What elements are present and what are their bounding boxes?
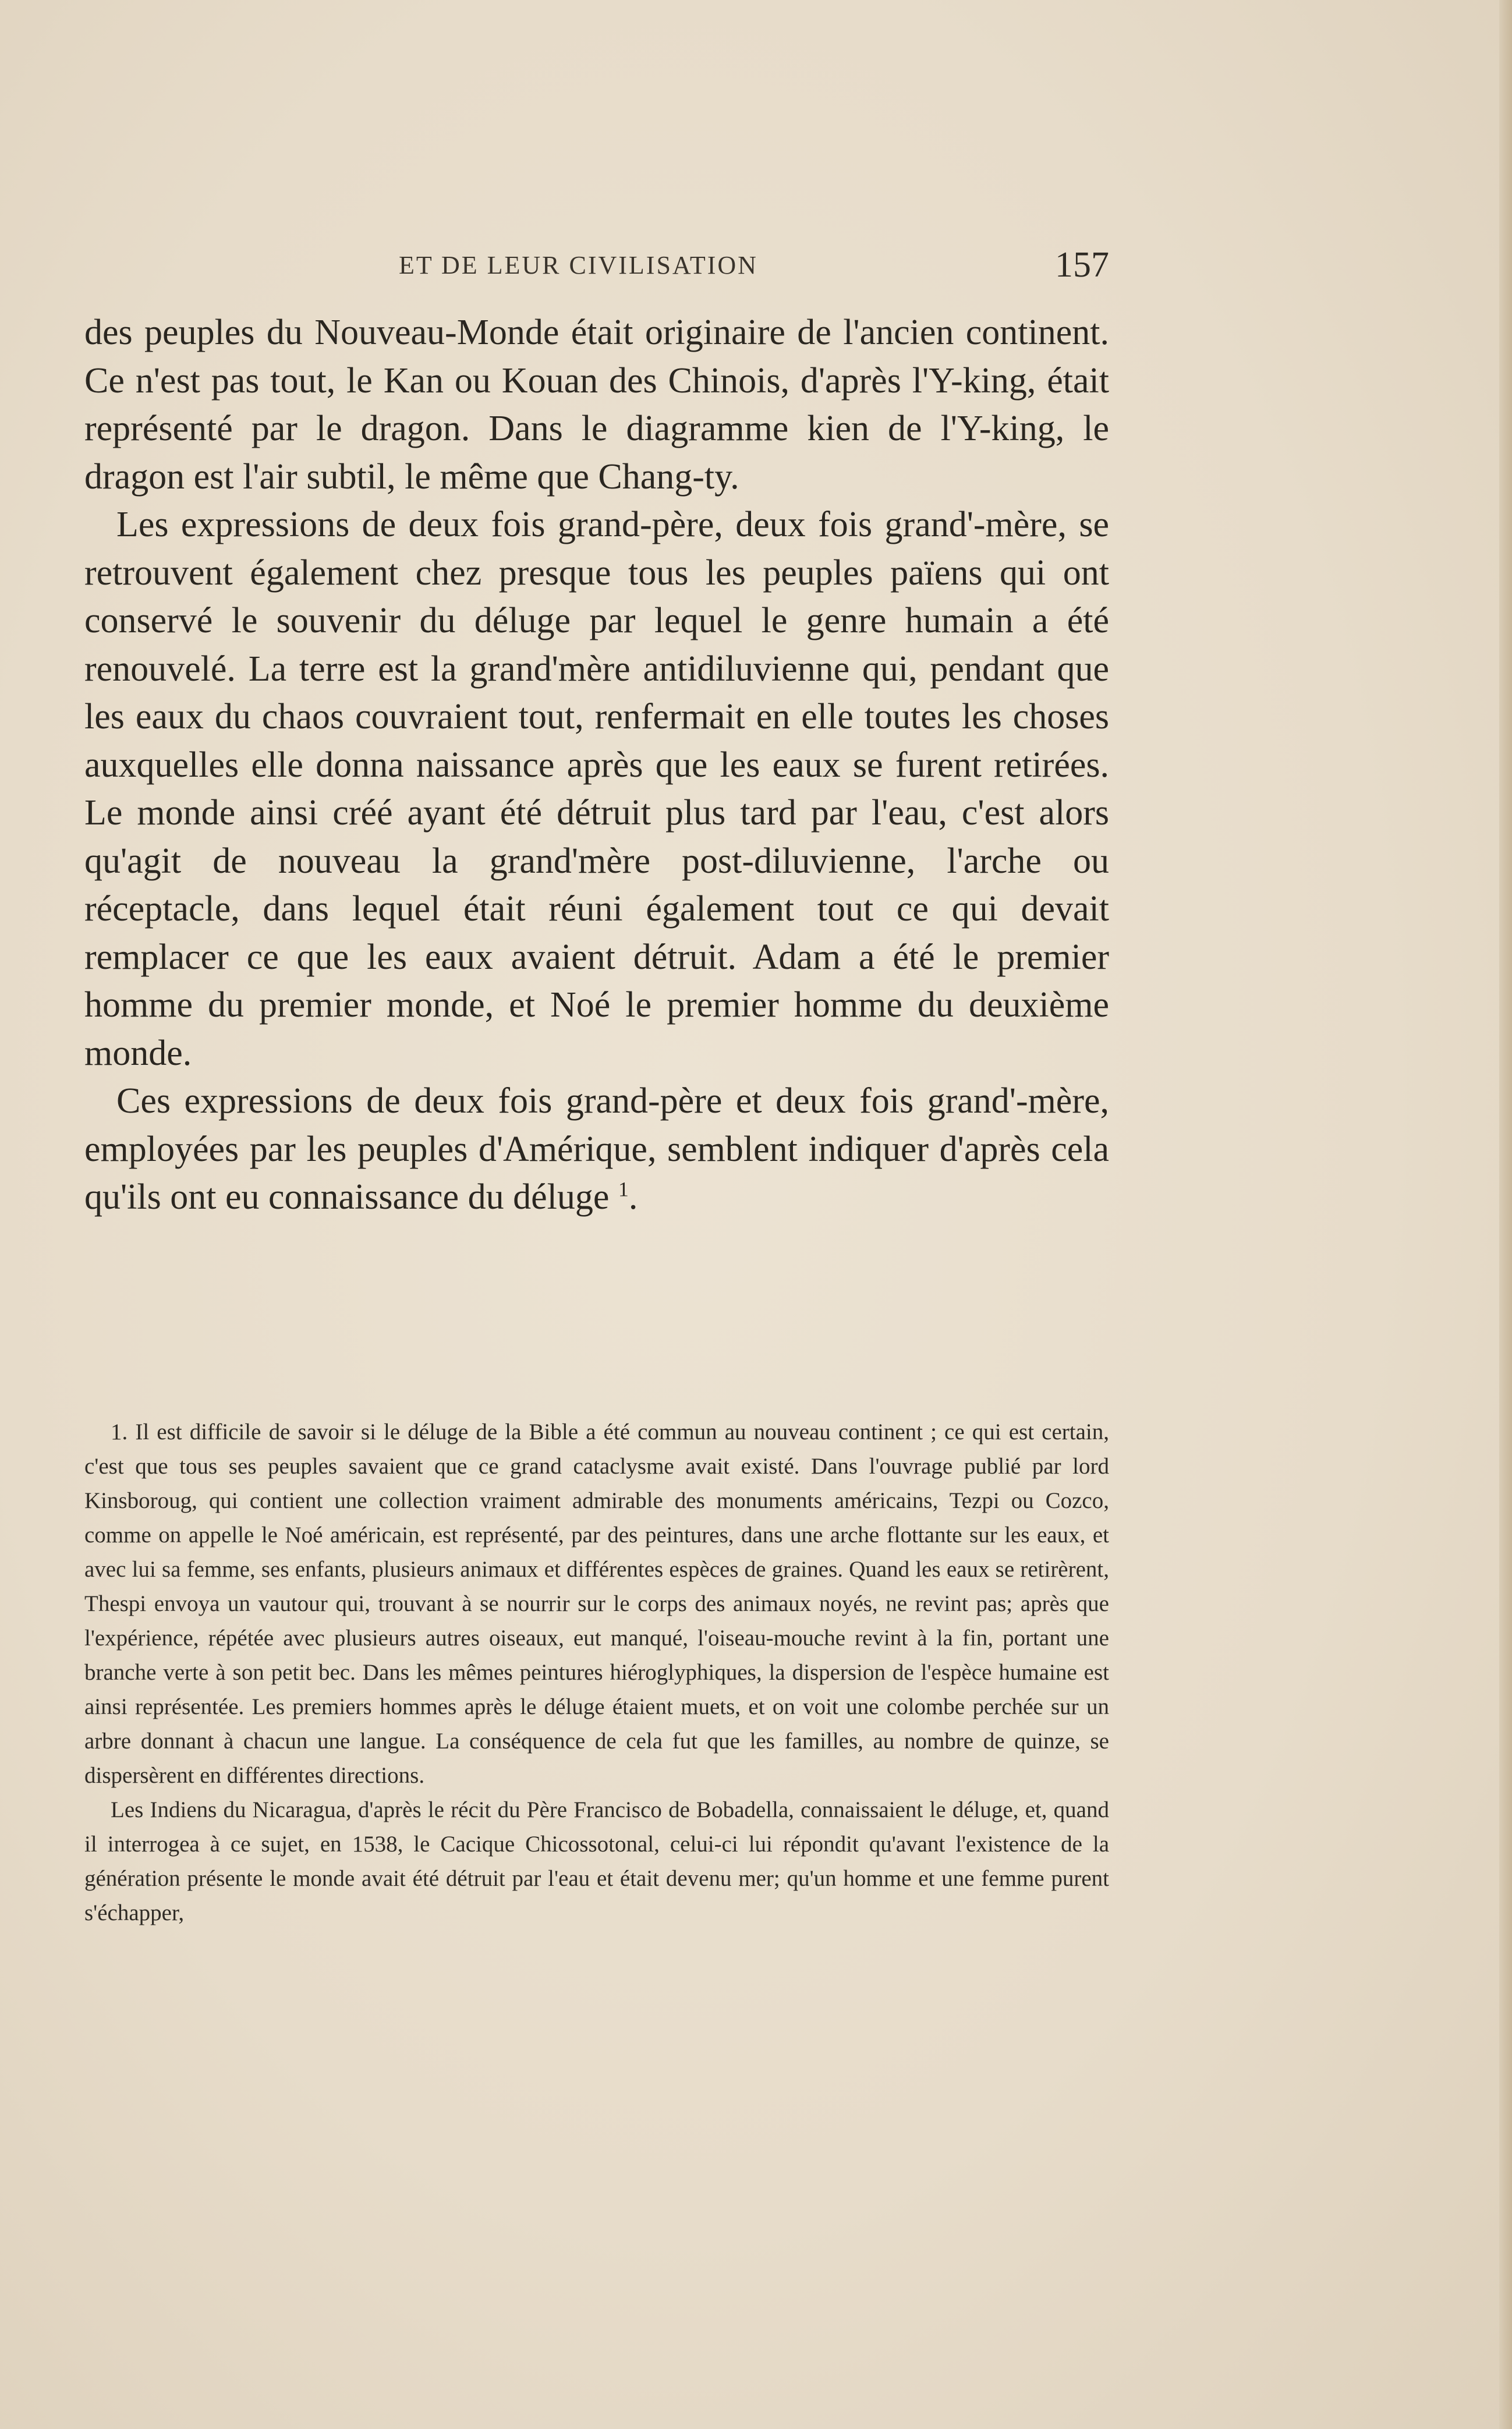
page-header: [84, 245, 1109, 291]
paragraph: Les expressions de deux fois grand-père, deux fois grand'-mère, se retrouvent également chez presque tous les peuples païens qui ont conservé le souvenir du déluge par lequel le genre humain a été renouvelé. La terre est la grand'mère antidiluvienne qui, pendant que les eaux du chaos couvraient tout, renfermait en elle toutes les choses auxquelles elle donna naissance après que les eaux se furent retirées. Le monde ainsi créé ayant été détruit plus tard par l'eau, c'est alors qu'agit de nouveau la grand'mère post-diluvienne, l'arche ou réceptacle, dans lequel était réuni également tout ce qui devait remplacer ce que les eaux avaient détruit. Adam a été le premier homme du premier monde, et Noé le premier homme du deuxième monde.: [84, 505, 1109, 1073]
main-text: [84, 309, 1109, 1221]
paragraph: des peuples du Nouveau-Monde était originaire de l'ancien continent. Ce n'est pas tout, le Kan ou Kouan des Chinois, d'après l'Y-king, était représenté par le dragon. Dans le diagramme kien de l'Y-king, le dragon est l'air subtil, le même que Chang-ty.: [84, 313, 1109, 497]
page-number: 157: [1055, 245, 1109, 285]
paragraph-end: .: [628, 1177, 638, 1217]
footnote-reference[interactable]: 1: [618, 1177, 629, 1201]
footnotes: [84, 1415, 1109, 1930]
running-title: ET DE LEUR CIVILISATION: [399, 251, 758, 279]
page-edge: [1499, 0, 1512, 2429]
footnote-continuation: Les Indiens du Nicaragua, d'après le récit du Père Francisco de Bobadella, connaissaient le déluge, et, quand il interrogea à ce sujet, en 1538, le Cacique Chicossotonal, celui-ci lui répondit qu'avant l'existence de la génération présente le monde avait été détruit par l'eau et était devenu mer; qu'un homme et une femme purent s'échapper,: [84, 1797, 1109, 1925]
paragraph-text: Ces expressions de deux fois grand-père et deux fois grand'-mère, employées par les peuples d'Amérique, semblent indiquer d'après cela qu'ils ont eu connaissance du déluge: [84, 1081, 1109, 1217]
paragraph-with-footnote: [84, 1077, 1109, 1221]
footnote: 1. Il est difficile de savoir si le déluge de la Bible a été commun au nouveau continent ; ce qui est certain, c'est que tous ses peuples savaient que ce grand cataclysme avait existé. Dans l'ouvrage publié par lord Kinsboroug, qui contient une collection vraiment admirable des monuments américains, Tezpi ou Cozco, comme on appelle le Noé américain, est représenté, par des peintures, dans une arche flottante sur les eaux, et avec lui sa femme, ses enfants, plusieurs animaux et différentes espèces de graines. Quand les eaux se retirèrent, Thespi envoya un vautour qui, trouvant à se nourrir sur le corps des animaux noyés, ne revint pas; après que l'expérience, répétée avec plusieurs autres oiseaux, eut manqué, l'oiseau-mouche revint à la fin, portant une branche verte à son petit bec. Dans les mêmes peintures hiéroglyphiques, la dispersion de l'espèce humaine est ainsi représentée. Les premiers hommes après le déluge étaient muets, et on voit une colombe perchée sur un arbre donnant à chacun une langue. La conséquence de cela fut que les familles, au nombre de quinze, se dispersèrent en différentes directions.: [84, 1419, 1109, 1788]
